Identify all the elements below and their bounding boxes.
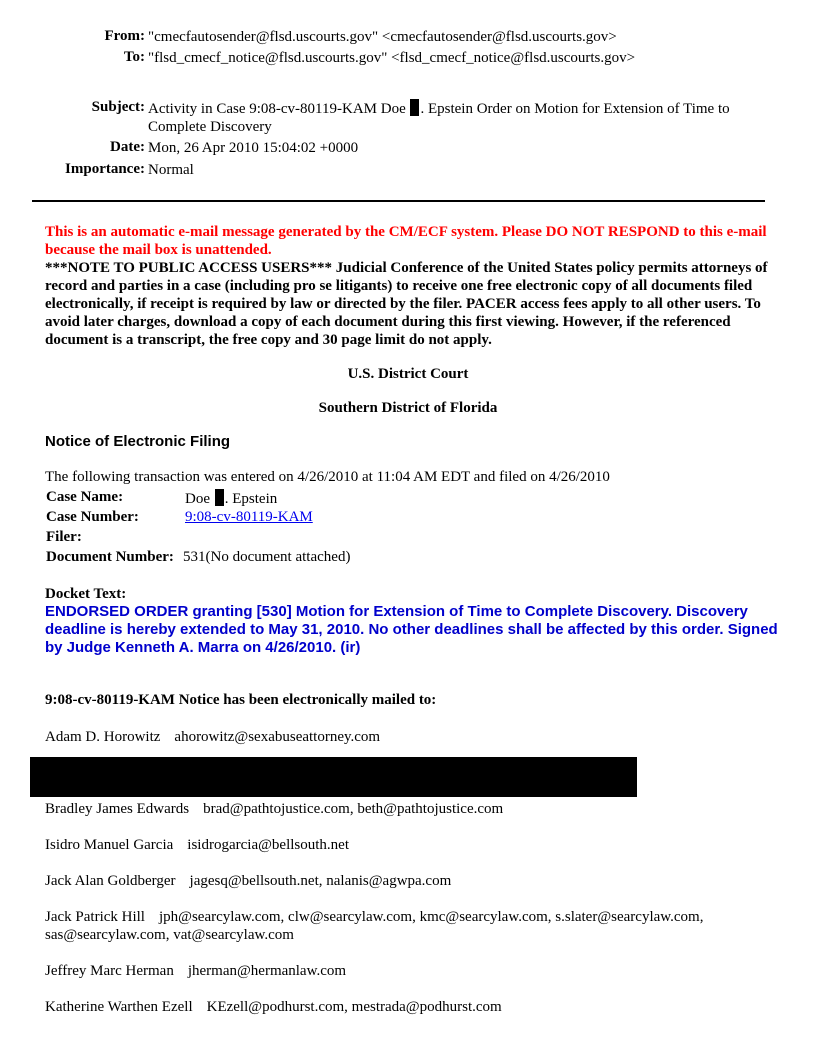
redaction-block <box>30 757 637 797</box>
recipient-name: Isidro Manuel Garcia <box>45 837 174 853</box>
from-value: "cmecfautosender@flsd.uscourts.gov" <cmecfautosender@flsd.uscourts.gov> <box>148 29 617 45</box>
recipient-emails: brad@pathtojustice.com, beth@pathtojustice.com <box>203 801 504 817</box>
case-name-pre: Doe <box>185 491 210 507</box>
date-value: Mon, 26 Apr 2010 15:04:02 +0000 <box>148 140 359 156</box>
recipient-emails: ahorowitz@sexabuseattorney.com <box>174 729 381 745</box>
subject-text-pre: Activity in Case 9:08-cv-80119-KAM Doe <box>148 101 406 117</box>
recipient-row <box>45 908 785 944</box>
case-name-post: . Epstein <box>224 491 278 507</box>
case-name-label: Case Name: <box>46 489 124 505</box>
recipient-row <box>45 998 785 1016</box>
filer-label: Filer: <box>46 529 82 545</box>
recipient-row <box>45 800 785 818</box>
document-number-label: Document Number: <box>46 549 174 565</box>
auto-message-warning: This is an automatic e-mail message generated by the CM/ECF system. Please DO NOT RESPOND to this e-mail because the mail box is unattended. <box>45 224 767 258</box>
recipient-row <box>45 728 785 746</box>
subject-text-post: . Epstein Order on Motion for Extension of Time to Complete Discovery <box>148 101 730 135</box>
nef-title: Notice of Electronic Filing <box>45 433 231 450</box>
recipient-name: Adam D. Horowitz <box>45 729 161 745</box>
date-label: Date: <box>110 139 145 155</box>
importance-value: Normal <box>148 162 194 178</box>
district-name: Southern District of Florida <box>318 400 498 416</box>
subject-label: Subject: <box>91 99 145 115</box>
to-value: "flsd_cmecf_notice@flsd.uscourts.gov" <flsd_cmecf_notice@flsd.uscourts.gov> <box>148 50 636 66</box>
case-name-value <box>185 489 277 508</box>
redaction-mark <box>410 99 419 116</box>
recipient-name: Katherine Warthen Ezell <box>45 999 193 1015</box>
from-label: From: <box>104 28 145 44</box>
public-access-note: ***NOTE TO PUBLIC ACCESS USERS*** Judicial Conference of the United States policy permits attorneys of record and parties in a case (including pro se litigants) to receive one free electronic copy of all documents filed electronically, if receipt is required by law or directed by the filer. PACER access fees apply to all other users. To avoid later charges, download a copy of each document during this first viewing. However, if the referenced document is a transcript, the free copy and 30 page limit do not apply. <box>45 260 768 348</box>
recipient-name: Jeffrey Marc Herman <box>45 963 174 979</box>
mailed-to-title: 9:08-cv-80119-KAM Notice has been electronically mailed to: <box>45 692 437 708</box>
recipient-name: Bradley James Edwards <box>45 801 190 817</box>
court-name: U.S. District Court <box>347 366 469 382</box>
transaction-line: The following transaction was entered on 4/26/2010 at 11:04 AM EDT and filed on 4/26/2010 <box>45 469 610 485</box>
recipient-emails: jherman@hermanlaw.com <box>187 963 347 979</box>
document-number-value: 531(No document attached) <box>183 549 351 565</box>
importance-label: Importance: <box>65 161 145 177</box>
recipient-row <box>45 872 785 890</box>
recipient-row <box>45 962 785 980</box>
recipient-name: Jack Patrick Hill <box>45 909 145 925</box>
docket-text: ENDORSED ORDER granting [530] Motion for Extension of Time to Complete Discovery. Discovery deadline is hereby extended to May 31, 2010. No other deadlines shall be affected by this order. Signed by Judge Kenneth A. Marra on 4/26/2010. (ir) <box>45 603 778 656</box>
docket-text-label: Docket Text: <box>45 586 127 602</box>
recipient-emails: KEzell@podhurst.com, mestrada@podhurst.com <box>206 999 502 1015</box>
to-label: To: <box>123 49 145 65</box>
recipient-emails: jph@searcylaw.com, clw@searcylaw.com, kmc@searcylaw.com, s.slater@searcylaw.com, sas@searcylaw.com, vat@searcylaw.com <box>45 909 704 943</box>
subject-value <box>148 99 758 136</box>
recipient-emails: isidrogarcia@bellsouth.net <box>187 837 349 853</box>
case-number-link[interactable]: 9:08-cv-80119-KAM <box>185 509 313 525</box>
case-number-cell <box>185 509 313 526</box>
recipient-name: Jack Alan Goldberger <box>45 873 176 889</box>
recipient-emails: jagesq@bellsouth.net, nalanis@agwpa.com <box>189 873 452 889</box>
redaction-mark <box>215 489 224 506</box>
recipient-row <box>45 836 785 854</box>
case-number-label: Case Number: <box>46 509 139 525</box>
header-divider <box>32 200 765 202</box>
